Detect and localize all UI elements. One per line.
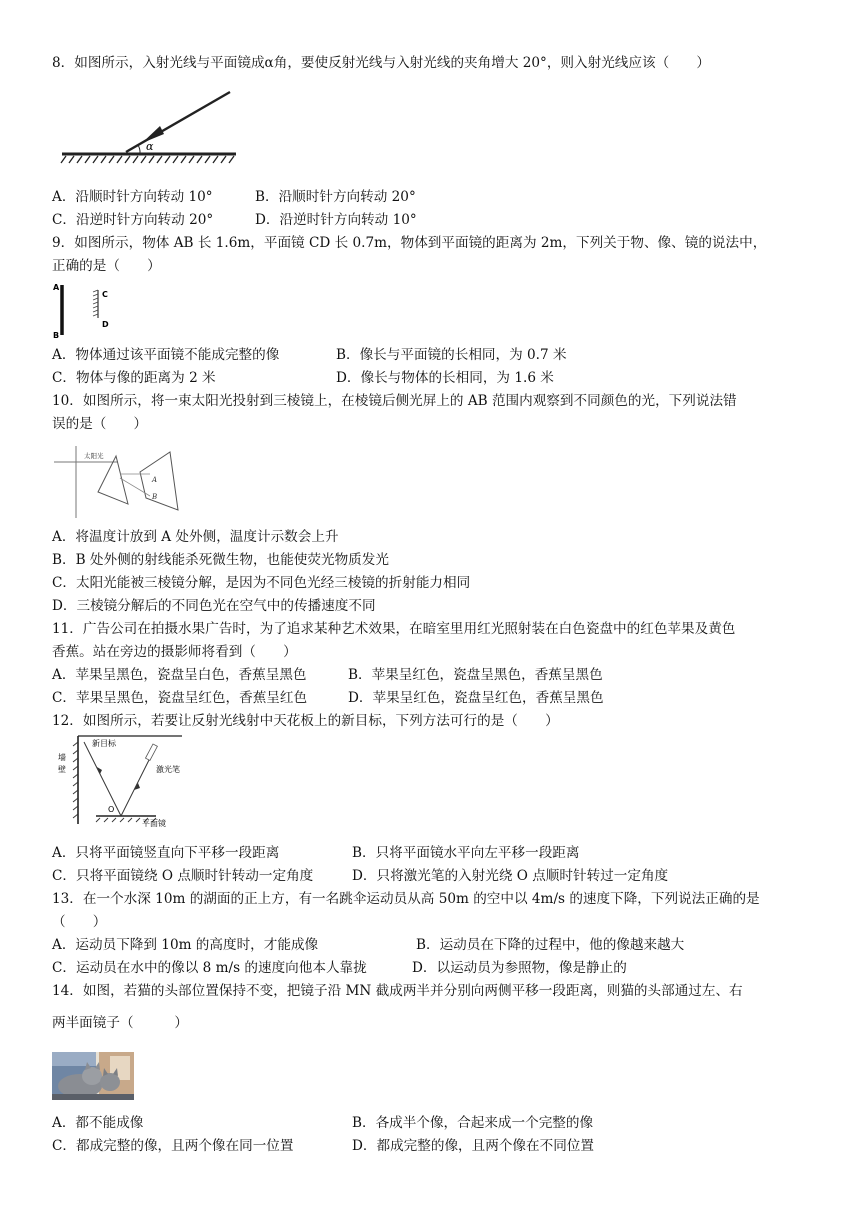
q11-option-a[interactable]: A．苹果呈黑色，瓷盘呈白色，香蕉呈黑色: [52, 667, 307, 683]
q9-option-a[interactable]: A．物体通过该平面镜不能成完整的像: [52, 347, 280, 363]
q14-option-c[interactable]: C．都成完整的像，且两个像在同一位置: [52, 1138, 294, 1154]
q12-wall-label-1: 墙: [58, 753, 66, 762]
q13-stem-line2: （ ）: [52, 914, 107, 930]
q9-object-mirror-figure: [52, 280, 122, 342]
q14-stem-line1: 14．如图，若猫的头部位置保持不变，把镜子沿 MN 截成两半并分别向两侧平移一段距离，则猫的头部通过左、右: [52, 983, 743, 999]
q12-mirror-label: 平面镜: [142, 819, 166, 828]
q9-option-d[interactable]: D．像长与物体的长相同，为 1.6 米: [336, 370, 554, 386]
q12-option-a[interactable]: A．只将平面镜竖直向下平移一段距离: [52, 845, 280, 861]
q12-o-label: O: [108, 805, 115, 814]
q12-target-label: 新目标: [92, 739, 116, 748]
q9-option-c[interactable]: C．物体与像的距离为 2 米: [52, 370, 216, 386]
q12-option-b[interactable]: B．只将平面镜水平向左平移一段距离: [352, 845, 580, 861]
q11-stem-line1: 11．广告公司在拍摄水果广告时，为了追求某种艺术效果，在暗室里用红光照射装在白色瓷盘中的红色苹果及黄色: [52, 621, 736, 637]
q9-label-c: C: [102, 290, 108, 299]
q8-option-c[interactable]: C．沿逆时针方向转动 20°: [52, 212, 214, 228]
q12-wall-label-2: 壁: [58, 765, 66, 774]
q11-option-c[interactable]: C．苹果呈黑色，瓷盘呈红色，香蕉呈红色: [52, 690, 308, 706]
q13-option-a[interactable]: A．运动员下降到 10m 的高度时，才能成像: [52, 937, 319, 953]
q10-option-c[interactable]: C．太阳光能被三棱镜分解，是因为不同色光经三棱镜的折射能力相同: [52, 575, 471, 591]
q9-label-a: A: [53, 283, 60, 292]
q10-option-d[interactable]: D．三棱镜分解后的不同色光在空气中的传播速度不同: [52, 598, 376, 614]
q8-alpha-label: α: [146, 140, 154, 153]
q8-option-b[interactable]: B．沿顺时针方向转动 20°: [255, 189, 416, 205]
q9-stem-line2: 正确的是（ ）: [52, 258, 161, 274]
q8-option-d[interactable]: D．沿逆时针方向转动 10°: [255, 212, 417, 228]
q10-stem-line2: 误的是（ ）: [52, 416, 148, 432]
q11-stem-line2: 香蕉。站在旁边的摄影师将看到（ ）: [52, 644, 297, 660]
q13-stem-line1: 13．在一个水深 10m 的湖面的正上方，有一名跳伞运动员从高 50m 的空中以 4m/s 的速度下降，下列说法正确的是: [52, 891, 760, 907]
q12-option-c[interactable]: C．只将平面镜绕 O 点顺时针转动一定角度: [52, 868, 314, 884]
q14-option-a[interactable]: A．都不能成像: [52, 1115, 144, 1131]
q8-stem: 8．如图所示，入射光线与平面镜成α角，要使反射光线与入射光线的夹角增大 20°，则入射光线应该（ ）: [52, 55, 710, 71]
q10-option-a[interactable]: A．将温度计放到 A 处外侧，温度计示数会上升: [52, 529, 339, 545]
q14-cat-mirror-photo: [52, 1052, 134, 1100]
q10-option-b[interactable]: B．B 处外侧的射线能杀死微生物，也能使荧光物质发光: [52, 552, 389, 568]
q9-option-b[interactable]: B．像长与平面镜的长相同，为 0.7 米: [336, 347, 567, 363]
q9-label-b: B: [53, 331, 60, 340]
q10-prism-figure: [54, 446, 184, 518]
q10-label-a: A: [152, 476, 158, 484]
q9-stem-line1: 9．如图所示，物体 AB 长 1.6m，平面镜 CD 长 0.7m，物体到平面镜的距离为 2m，下列关于物、像、镜的说法中，: [52, 235, 767, 251]
q12-option-d[interactable]: D．只将激光笔的入射光绕 O 点顺时针转过一定角度: [352, 868, 669, 884]
q14-stem-line2: 两半面镜子（ ）: [52, 1015, 188, 1031]
q11-option-b[interactable]: B．苹果呈红色，瓷盘呈黑色，香蕉呈黑色: [348, 667, 603, 683]
q13-option-b[interactable]: B．运动员在下降的过程中，他的像越来越大: [416, 937, 685, 953]
q14-option-d[interactable]: D．都成完整的像，且两个像在不同位置: [352, 1138, 594, 1154]
q14-option-b[interactable]: B．各成半个像，合起来成一个完整的像: [352, 1115, 594, 1131]
q12-laser-label: 激光笔: [156, 765, 180, 774]
q12-laser-figure: [56, 732, 186, 828]
q8-option-a[interactable]: A．沿顺时针方向转动 10°: [52, 189, 213, 205]
q10-sunlight-label: 太阳光: [84, 452, 104, 460]
q12-stem: 12．如图所示，若要让反射光线射中天花板上的新目标，下列方法可行的是（ ）: [52, 713, 559, 729]
q10-stem-line1: 10．如图所示，将一束太阳光投射到三棱镜上，在棱镜后侧光屏上的 AB 范围内观察到不同颜色的光，下列说法错: [52, 393, 737, 409]
q11-option-d[interactable]: D．苹果呈红色，瓷盘呈红色，香蕉呈黑色: [348, 690, 604, 706]
q9-label-d: D: [102, 320, 109, 329]
q13-option-d[interactable]: D．以运动员为参照物，像是静止的: [412, 960, 627, 976]
q13-option-c[interactable]: C．运动员在水中的像以 8 m/s 的速度向他本人靠拢: [52, 960, 367, 976]
q10-label-b: B: [152, 493, 158, 501]
q8-mirror-figure: [58, 88, 240, 164]
